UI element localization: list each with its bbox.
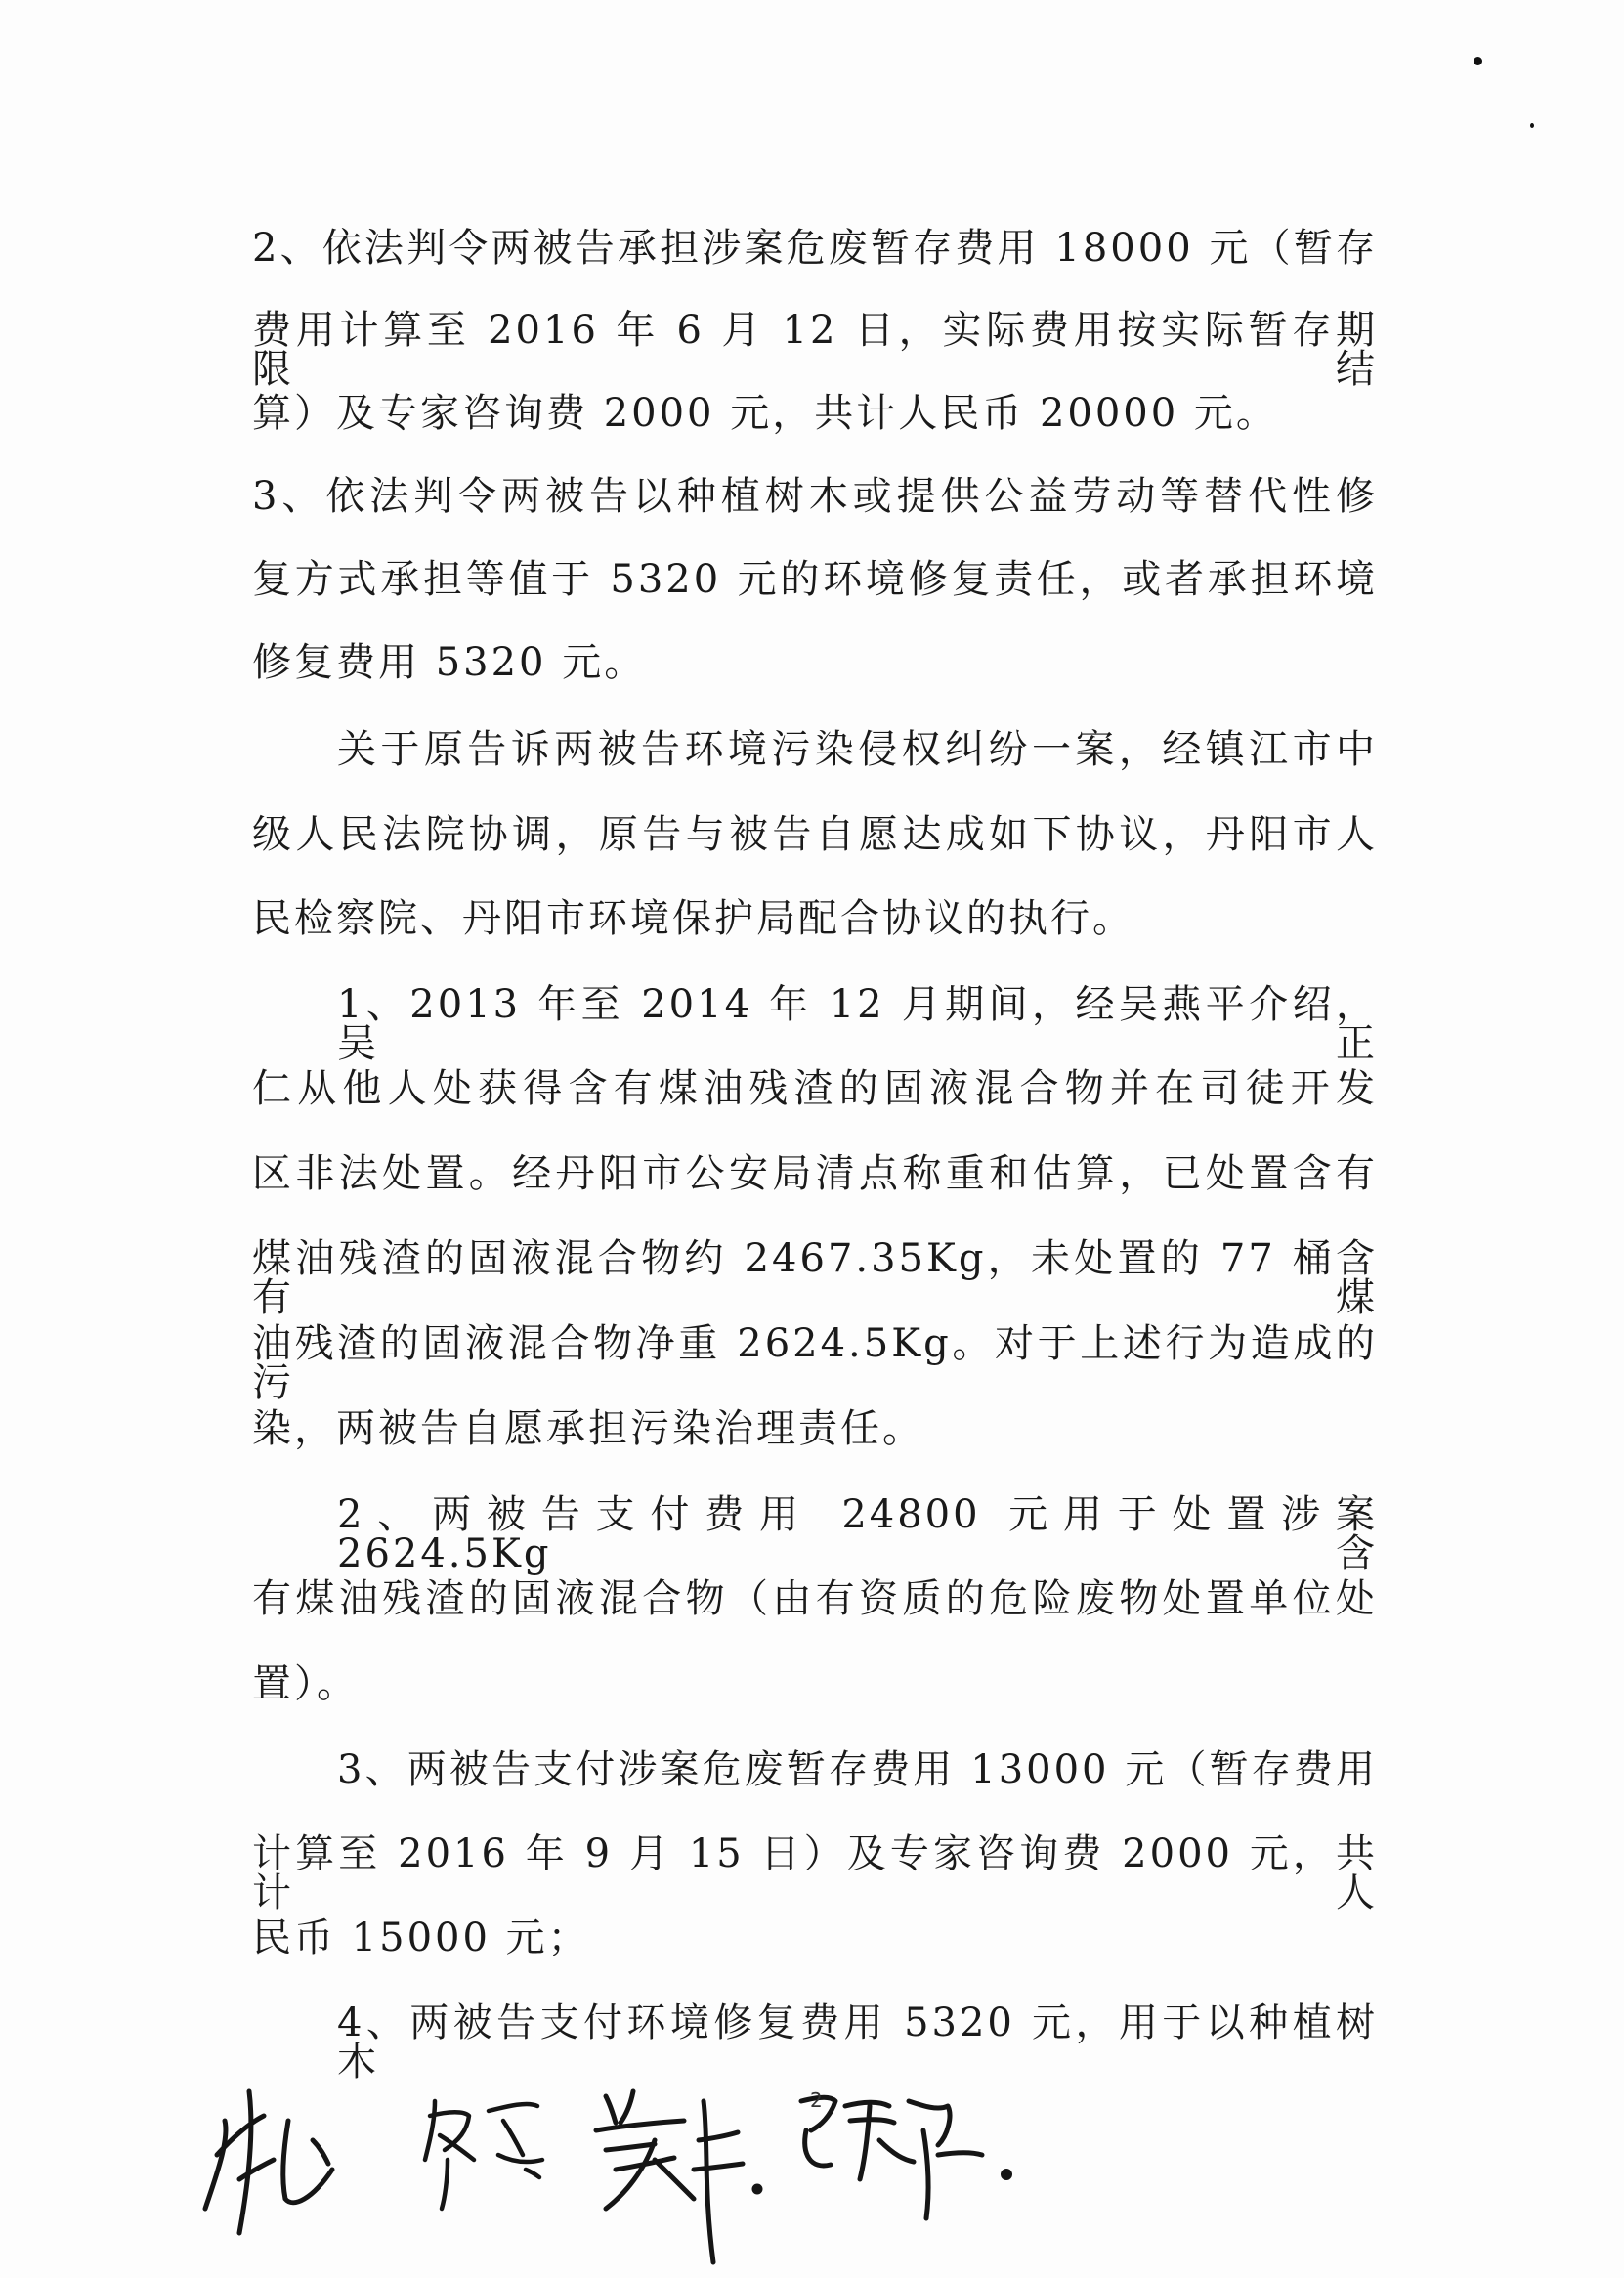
page-number: 2 (810, 2088, 823, 2112)
text-line: 计算至 2016 年 9 月 15 日）及专家咨询费 2000 元，共计人 (252, 1831, 1378, 1915)
text-line: 有煤油残渣的固液混合物（由有资质的危险废物处置单位处 (252, 1576, 1378, 1621)
text-line: 算）及专家咨询费 2000 元，共计人民币 20000 元。 (252, 391, 1278, 436)
text-line: 4、两被告支付环境修复费用 5320 元，用于以种植树木 (337, 2000, 1378, 2085)
text-line: 2、两被告支付费用 24800 元用于处置涉案 2624.5Kg 含 (337, 1492, 1378, 1576)
signature-3 (596, 2091, 760, 2262)
text-line: 仁从他人处获得含有煤油残渣的固液混合物并在司徒开发 (252, 1066, 1378, 1111)
text-line: 染，两被告自愿承担污染治理责任。 (252, 1406, 924, 1451)
text-line: 区非法处置。经丹阳市公安局清点称重和估算，已处置含有 (252, 1151, 1378, 1196)
text-line: 复方式承担等值于 5320 元的环境修复责任，或者承担环境 (252, 557, 1378, 602)
text-line: 3、依法判令两被告以种植树木或提供公益劳动等替代性修 (252, 474, 1378, 519)
text-line: 费用计算至 2016 年 6 月 12 日，实际费用按实际暂存期限结 (252, 308, 1378, 392)
text-line: 民检察院、丹阳市环境保护局配合协议的执行。 (252, 896, 1134, 941)
scan-speck (1474, 57, 1482, 65)
text-line: 置）。 (252, 1661, 359, 1706)
text-line: 1、2013 年至 2014 年 12 月期间，经吴燕平介绍，吴正 (337, 982, 1378, 1066)
handwritten-signatures (195, 2062, 1075, 2277)
text-line: 民币 15000 元； (252, 1915, 590, 1960)
text-line: 关于原告诉两被告环境污染侵权纠纷一案，经镇江市中 (337, 727, 1378, 772)
text-line: 油残渣的固液混合物净重 2624.5Kg。对于上述行为造成的污 (252, 1321, 1378, 1405)
text-line: 修复费用 5320 元。 (252, 640, 647, 685)
signature-2 (425, 2101, 542, 2209)
text-line: 煤油残渣的固液混合物约 2467.35Kg，未处置的 77 桶含有煤 (252, 1236, 1378, 1320)
text-line: 2、依法判令两被告承担涉案危废暂存费用 18000 元（暂存 (252, 226, 1378, 271)
text-line: 3、两被告支付涉案危废暂存费用 13000 元（暂存费用 (337, 1747, 1378, 1792)
text-line: 级人民法院协调，原告与被告自愿达成如下协议，丹阳市人 (252, 812, 1378, 857)
signature-4 (801, 2097, 1010, 2218)
scan-speck (1530, 123, 1534, 128)
signature-1 (205, 2091, 332, 2233)
